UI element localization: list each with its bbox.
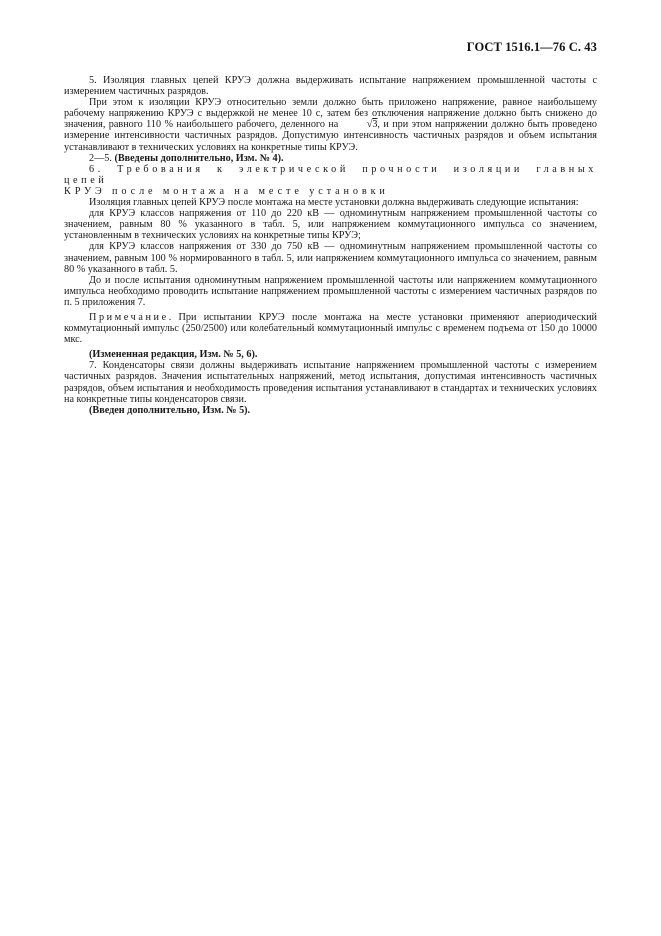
radical-sign: √ <box>366 119 373 131</box>
page-header-title: ГОСТ 1516.1—76 С. 43 <box>466 40 597 54</box>
note-label: Примечание <box>89 311 169 323</box>
section-6-before-after: До и после испытания одноминутным напряжением промышленной частоты или напряжением коммутационного импульса необходимо проводить испытание напряжением промышленной частоты с измерением частичных разрядов по п. 5 приложения 7. <box>64 274 597 308</box>
document-body <box>64 75 597 416</box>
amendment-2-5-number: 2—5. <box>89 152 115 164</box>
amendment-5: (Введен дополнительно, Изм. № 5). <box>89 404 251 416</box>
radicand: 3 <box>372 119 378 131</box>
section-6-item-330-750kv: для КРУЭ классов напряжения от 330 до 750 кВ — одноминутным напряжением промышленной частоты со значением, равным 100 % нормированного в табл. 5, или напряжением коммутационного импульса со значением, равным 80 % указанного в табл. 5. <box>64 241 597 275</box>
note-text: . При испытании КРУЭ после монтажа на месте установки применяют апериодический коммутационный импульс (250/2500) или колебательный коммутационный импульс с временем подъема от 150 до 10000 мкс. <box>64 311 597 346</box>
section-6-heading-line2: КРУЭ после монтажа на месте установки <box>64 185 389 197</box>
amendment-2-5-text: (Введены дополнительно, Изм. № 4). <box>114 152 284 164</box>
paragraph-5-detail-text-b: , и при этом напряжении должно быть проведено измерение интенсивности частичных разрядов. Допустимую интенсивность частичных разрядов и объем испытания устанавливают в технических условиях на конкретные типы КРУЭ. <box>64 119 597 153</box>
section-6-intro: Изоляция главных цепей КРУЭ после монтажа на месте установки должна выдерживать следующие испытания: <box>89 197 579 209</box>
note-paragraph <box>64 312 597 345</box>
section-6-heading-line1: 6. Требования к электрической прочности изоляции главных цепей <box>64 163 597 186</box>
amendment-5-6: (Измененная редакция, Изм. № 5, 6). <box>89 349 258 361</box>
paragraph-5-detail <box>64 97 597 152</box>
section-7-main: 7. Конденсаторы связи должны выдерживать испытание напряжением промышленной частоты с измерением частичных разрядов. Значения испытательных напряжений, метод испытания, допустимая интенсивность частичных разрядов, объем испытания и необходимость проведения испытания устанавливают в стандартах и технических условиях на конкретные типы конденсаторов связи. <box>64 360 597 405</box>
paragraph-5-main: 5. Изоляция главных цепей КРУЭ должна выдерживать испытание напряжением промышленной частоты с измерением частичных разрядов. <box>64 75 597 98</box>
amendment-2-5 <box>64 153 597 164</box>
square-root-symbol <box>342 119 378 130</box>
section-6-item-110-220kv: для КРУЭ классов напряжения от 110 до 220 кВ — одноминутным напряжением промышленной частоты со значением, равным 80 % указанного в табл. 5, или напряжением коммутационного импульса со значением, установленным в технических условиях на конкретные типы КРУЭ; <box>64 208 597 242</box>
paragraph-5-detail-text-a: При этом к изоляции КРУЭ относительно земли должно быть приложено напряжение, равное наибольшему рабочему напряжению КРУЭ с выдержкой не менее 10 с, затем без отключения напряжение должно быть снижено до значения, равного 110 % наибольшего рабочего, деленного на <box>64 97 597 131</box>
